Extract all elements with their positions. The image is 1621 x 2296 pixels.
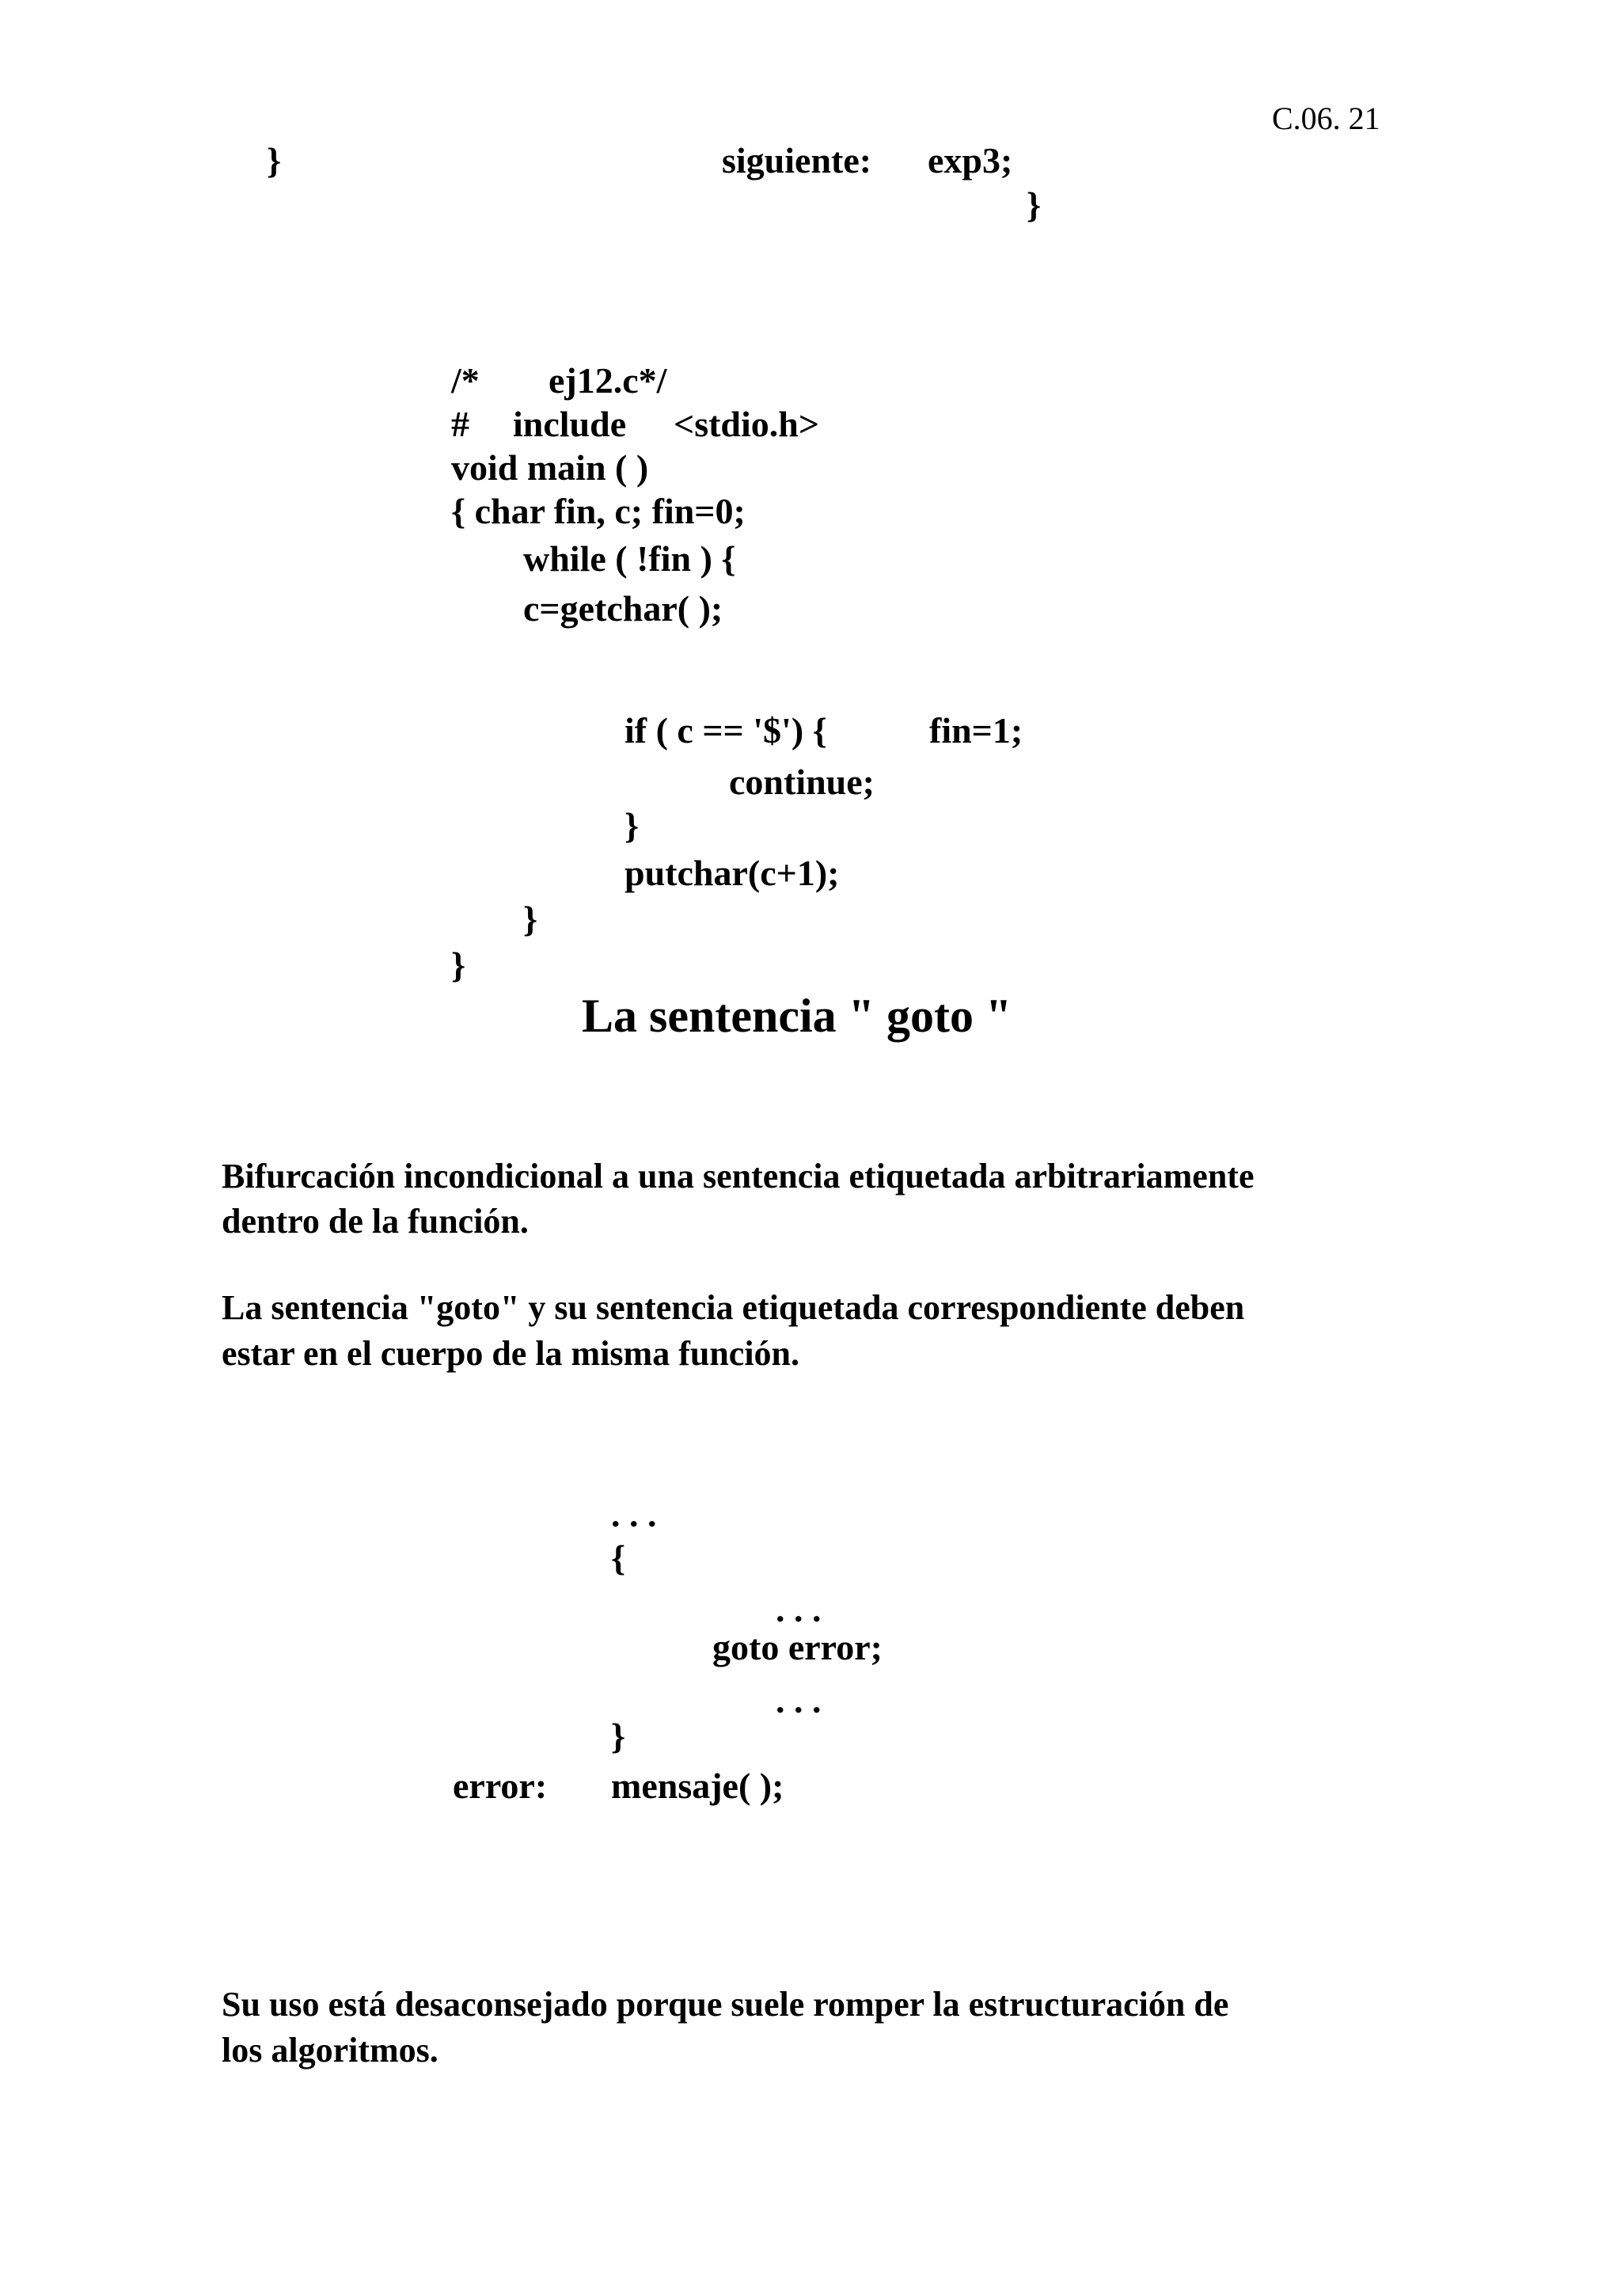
code-line: } [523,899,538,939]
code-line: } [451,945,466,985]
code-line: c=getchar( ); [523,588,723,629]
code-line: putchar(c+1); [624,853,840,893]
code-line: include [513,404,627,444]
error-label: error: [453,1766,548,1806]
siguiente-label: siguiente: [722,140,872,181]
paragraph-line: Bifurcación incondicional a una sentencia etiquetada arbitrariamente [222,1157,1255,1196]
closing-brace: } [1027,184,1042,225]
page-number: C.06. 21 [1272,101,1380,136]
section-title: La sentencia " goto " [582,990,1012,1042]
paragraph-line: Su uso está desaconsejado porque suele romper la estructuración de [222,1985,1229,2024]
code-line: /* [451,360,480,401]
paragraph-line: los algoritmos. [222,2031,438,2070]
code-line: <stdio.h> [674,404,820,444]
code-line: fin=1; [929,710,1023,751]
paragraph-line: estar en el cuerpo de la misma función. [222,1334,800,1373]
code-line: if ( c == '$') { [624,710,827,751]
ellipsis: . . . [776,1589,822,1629]
code-line: } [624,805,640,846]
goto-statement: goto error; [712,1627,883,1667]
ellipsis: . . . [776,1680,822,1720]
paragraph-line: dentro de la función. [222,1202,529,1241]
code-line: continue; [729,762,875,802]
closing-brace: } [267,140,282,181]
paragraph-line: La sentencia "goto" y su sentencia etiquetada correspondiente deben [222,1288,1245,1327]
code-line: while ( !fin ) { [523,538,736,579]
open-brace: { [611,1538,626,1578]
code-line: # [451,404,469,444]
code-line: { char fin, c; fin=0; [451,491,746,531]
close-brace: } [611,1716,626,1756]
ellipsis: . . . [611,1494,657,1534]
code-line: ej12.c*/ [549,360,667,401]
code-line: void main ( ) [451,447,649,488]
function-call: mensaje( ); [611,1766,784,1806]
siguiente-expression: exp3; [928,140,1013,181]
